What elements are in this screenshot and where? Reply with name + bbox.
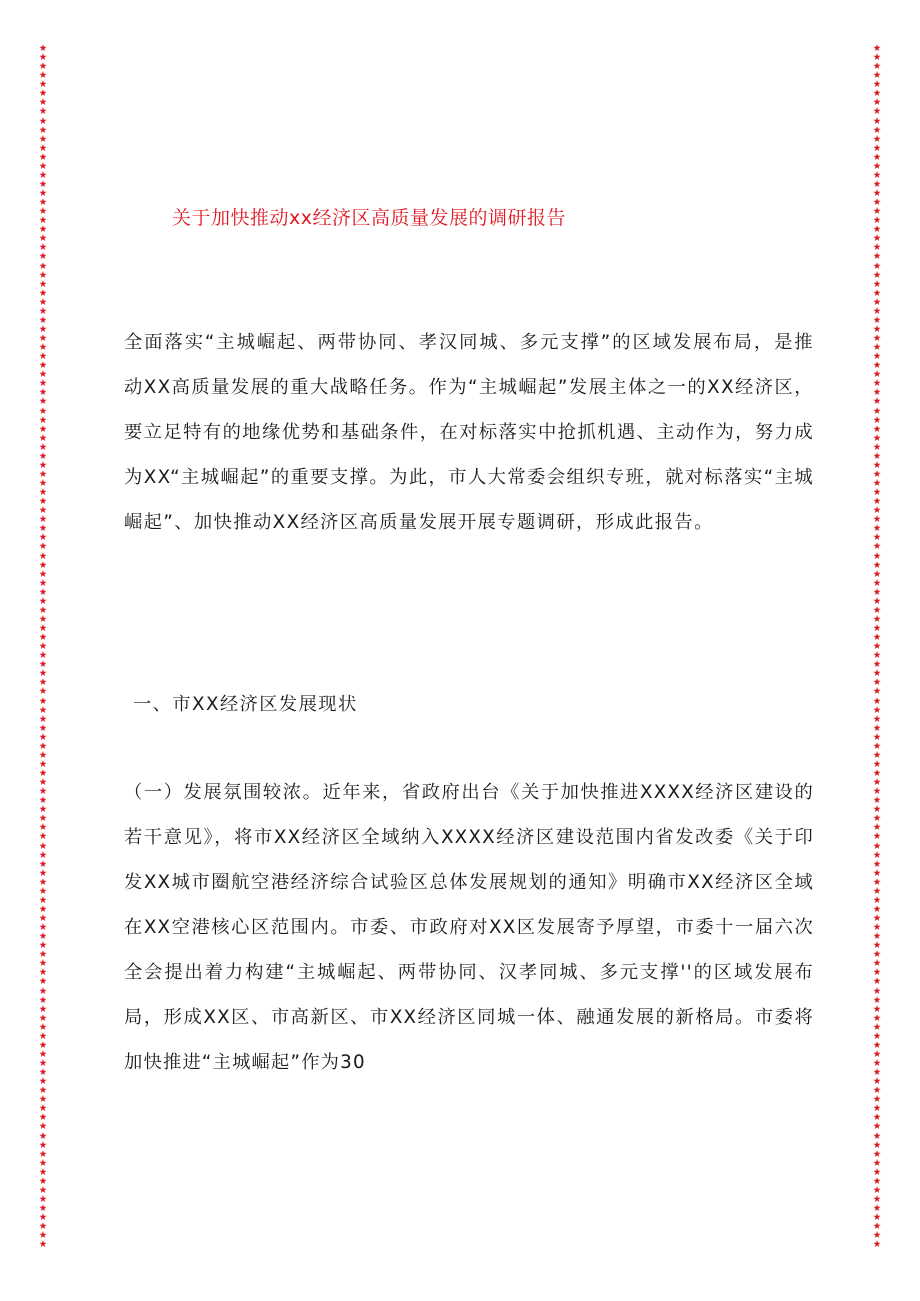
star-icon: ★ [872, 133, 882, 145]
star-icon: ★ [872, 695, 882, 707]
star-icon: ★ [872, 323, 882, 335]
star-icon: ★ [38, 478, 48, 489]
star-icon: ★ [38, 1030, 48, 1042]
star-icon: ★ [872, 1193, 882, 1205]
star-icon: ★ [872, 459, 882, 471]
star-icon: ★ [38, 432, 48, 444]
star-icon: ★ [872, 623, 882, 634]
star-icon: ★ [872, 287, 882, 299]
star-icon: ★ [872, 441, 882, 453]
star-icon: ★ [872, 278, 882, 290]
star-icon: ★ [38, 786, 48, 798]
star-icon: ★ [38, 487, 48, 499]
star-icon: ★ [38, 1157, 48, 1169]
star-icon: ★ [872, 650, 882, 662]
star-icon: ★ [872, 1094, 882, 1106]
star-icon: ★ [872, 260, 882, 272]
star-icon: ★ [872, 849, 882, 861]
star-icon: ★ [38, 885, 48, 897]
star-icon: ★ [872, 233, 882, 245]
star-icon: ★ [872, 487, 882, 499]
star-icon: ★ [38, 414, 48, 426]
star-icon: ★ [872, 124, 882, 136]
star-icon: ★ [872, 641, 882, 653]
section-heading: 一、市XX经济区发展现状 [133, 694, 358, 715]
star-icon: ★ [38, 278, 48, 290]
star-icon: ★ [872, 976, 882, 988]
star-icon: ★ [38, 1085, 48, 1097]
star-icon: ★ [38, 1221, 48, 1233]
star-icon: ★ [872, 586, 882, 598]
star-icon: ★ [38, 450, 48, 462]
star-icon: ★ [872, 1239, 882, 1251]
star-icon: ★ [38, 604, 48, 616]
star-icon: ★ [38, 858, 48, 870]
star-icon: ★ [38, 958, 48, 970]
star-icon: ★ [872, 613, 882, 625]
star-icon: ★ [38, 468, 48, 480]
star-icon: ★ [38, 43, 48, 54]
star-icon: ★ [872, 1048, 882, 1060]
star-icon: ★ [38, 704, 48, 716]
star-icon: ★ [38, 441, 48, 453]
star-icon: ★ [38, 296, 48, 308]
star-icon: ★ [872, 949, 882, 961]
star-icon: ★ [872, 994, 882, 1006]
star-icon: ★ [872, 52, 882, 64]
star-icon: ★ [872, 423, 882, 435]
star-icon: ★ [38, 577, 48, 589]
star-icon: ★ [38, 233, 48, 245]
star-icon: ★ [38, 550, 48, 562]
star-icon: ★ [38, 115, 48, 127]
star-icon: ★ [38, 677, 48, 689]
star-icon: ★ [38, 70, 48, 82]
star-icon: ★ [38, 650, 48, 662]
star-icon: ★ [38, 722, 48, 734]
star-icon: ★ [38, 360, 48, 372]
star-icon: ★ [872, 967, 882, 979]
star-icon: ★ [872, 577, 882, 589]
document-title: 关于加快推动xx经济区高质量发展的调研报告 [172, 207, 566, 229]
star-icon: ★ [872, 405, 882, 417]
star-icon: ★ [872, 505, 882, 517]
star-icon: ★ [38, 133, 48, 145]
star-icon: ★ [38, 568, 48, 580]
star-icon: ★ [38, 949, 48, 961]
star-icon: ★ [872, 351, 882, 363]
star-icon: ★ [872, 876, 882, 888]
star-icon: ★ [38, 423, 48, 435]
star-icon: ★ [38, 206, 48, 218]
star-icon: ★ [38, 813, 48, 825]
star-icon: ★ [38, 804, 48, 816]
star-icon: ★ [872, 514, 882, 526]
star-icon: ★ [872, 97, 882, 109]
star-icon: ★ [38, 1012, 48, 1024]
star-icon: ★ [872, 768, 882, 779]
star-icon: ★ [872, 813, 882, 825]
star-icon: ★ [38, 1193, 48, 1205]
star-icon: ★ [38, 378, 48, 390]
star-icon: ★ [38, 849, 48, 861]
star-icon: ★ [38, 1230, 48, 1242]
star-icon: ★ [872, 305, 882, 317]
star-icon: ★ [872, 1221, 882, 1233]
star-icon: ★ [38, 1212, 48, 1224]
star-icon: ★ [872, 632, 882, 644]
star-icon: ★ [38, 387, 48, 399]
star-icon: ★ [38, 505, 48, 517]
star-icon: ★ [872, 1067, 882, 1079]
star-icon: ★ [872, 333, 882, 344]
star-icon: ★ [38, 768, 48, 779]
star-icon: ★ [38, 641, 48, 653]
star-icon: ★ [872, 1085, 882, 1097]
star-icon: ★ [38, 224, 48, 236]
star-icon: ★ [38, 106, 48, 118]
star-icon: ★ [38, 903, 48, 915]
star-icon: ★ [872, 922, 882, 934]
star-icon: ★ [872, 369, 882, 381]
star-icon: ★ [38, 758, 48, 770]
star-icon: ★ [872, 414, 882, 426]
star-icon: ★ [38, 97, 48, 109]
star-icon: ★ [38, 405, 48, 417]
star-icon: ★ [38, 1003, 48, 1015]
star-icon: ★ [872, 749, 882, 761]
star-icon: ★ [872, 686, 882, 698]
star-icon: ★ [872, 314, 882, 326]
star-icon: ★ [872, 1139, 882, 1151]
star-icon: ★ [872, 1230, 882, 1242]
star-icon: ★ [872, 568, 882, 580]
star-icon: ★ [872, 496, 882, 508]
star-icon: ★ [872, 1076, 882, 1088]
star-icon: ★ [872, 659, 882, 671]
star-icon: ★ [872, 731, 882, 743]
star-icon: ★ [38, 52, 48, 64]
star-icon: ★ [38, 178, 48, 190]
star-icon: ★ [38, 188, 48, 199]
star-icon: ★ [872, 396, 882, 408]
star-icon: ★ [872, 722, 882, 734]
star-icon: ★ [872, 903, 882, 915]
star-icon: ★ [38, 731, 48, 743]
star-icon: ★ [38, 369, 48, 381]
star-icon: ★ [38, 287, 48, 299]
star-icon: ★ [38, 396, 48, 408]
star-icon: ★ [38, 242, 48, 254]
star-icon: ★ [872, 523, 882, 535]
star-icon: ★ [38, 876, 48, 888]
star-icon: ★ [872, 251, 882, 263]
star-icon: ★ [38, 713, 48, 725]
star-icon: ★ [872, 1175, 882, 1187]
star-icon: ★ [872, 822, 882, 834]
star-icon: ★ [872, 894, 882, 906]
star-icon: ★ [38, 514, 48, 526]
star-icon: ★ [872, 931, 882, 943]
star-icon: ★ [38, 931, 48, 943]
star-icon: ★ [872, 224, 882, 236]
star-icon: ★ [872, 713, 882, 725]
star-icon: ★ [38, 1039, 48, 1051]
star-icon: ★ [872, 704, 882, 716]
star-icon: ★ [872, 1212, 882, 1224]
star-icon: ★ [38, 1175, 48, 1187]
star-icon: ★ [872, 360, 882, 372]
star-icon: ★ [38, 867, 48, 879]
star-icon: ★ [38, 632, 48, 644]
star-icon: ★ [872, 795, 882, 807]
star-icon: ★ [872, 206, 882, 218]
star-icon: ★ [38, 913, 48, 924]
star-icon: ★ [38, 215, 48, 227]
star-icon: ★ [38, 831, 48, 843]
star-icon: ★ [872, 115, 882, 127]
star-icon: ★ [38, 623, 48, 634]
star-icon: ★ [38, 777, 48, 789]
star-icon: ★ [872, 532, 882, 544]
star-icon: ★ [38, 1166, 48, 1178]
star-icon: ★ [38, 613, 48, 625]
star-icon: ★ [38, 323, 48, 335]
star-icon: ★ [38, 160, 48, 172]
star-icon: ★ [872, 450, 882, 462]
star-icon: ★ [872, 43, 882, 54]
star-icon: ★ [38, 586, 48, 598]
star-icon: ★ [38, 1148, 48, 1160]
star-icon: ★ [38, 269, 48, 281]
star-icon: ★ [872, 1130, 882, 1142]
star-icon: ★ [872, 342, 882, 354]
star-icon: ★ [872, 70, 882, 82]
star-icon: ★ [38, 985, 48, 997]
star-icon: ★ [38, 695, 48, 707]
star-icon: ★ [38, 740, 48, 752]
star-icon: ★ [872, 740, 882, 752]
star-icon: ★ [872, 831, 882, 843]
star-icon: ★ [38, 967, 48, 979]
star-icon: ★ [38, 1239, 48, 1251]
star-icon: ★ [38, 749, 48, 761]
star-icon: ★ [38, 840, 48, 852]
star-icon: ★ [38, 922, 48, 934]
star-icon: ★ [872, 387, 882, 399]
star-icon: ★ [38, 1112, 48, 1124]
star-icon: ★ [872, 142, 882, 154]
star-icon: ★ [38, 994, 48, 1006]
star-icon: ★ [872, 151, 882, 163]
star-icon: ★ [38, 79, 48, 91]
star-icon: ★ [38, 668, 48, 680]
star-icon: ★ [38, 124, 48, 136]
star-icon: ★ [872, 1039, 882, 1051]
star-icon: ★ [38, 61, 48, 73]
star-icon: ★ [872, 1157, 882, 1169]
star-icon: ★ [872, 1021, 882, 1033]
star-icon: ★ [38, 459, 48, 471]
star-icon: ★ [38, 1121, 48, 1133]
star-icon: ★ [872, 1166, 882, 1178]
star-icon: ★ [872, 758, 882, 770]
star-icon: ★ [872, 88, 882, 100]
star-icon: ★ [38, 795, 48, 807]
star-icon: ★ [872, 1121, 882, 1133]
star-icon: ★ [872, 1203, 882, 1214]
star-icon: ★ [872, 1112, 882, 1124]
star-icon: ★ [38, 1103, 48, 1115]
star-icon: ★ [38, 1076, 48, 1088]
star-icon: ★ [38, 142, 48, 154]
star-icon: ★ [872, 1184, 882, 1196]
star-icon: ★ [38, 976, 48, 988]
star-icon: ★ [38, 251, 48, 263]
star-icon: ★ [38, 523, 48, 535]
star-icon: ★ [38, 1048, 48, 1060]
star-icon: ★ [872, 595, 882, 607]
star-icon: ★ [872, 378, 882, 390]
star-icon: ★ [872, 468, 882, 480]
star-icon: ★ [872, 160, 882, 172]
star-icon: ★ [872, 106, 882, 118]
star-icon: ★ [38, 822, 48, 834]
star-icon: ★ [38, 659, 48, 671]
star-icon: ★ [872, 432, 882, 444]
star-icon: ★ [872, 550, 882, 562]
star-icon: ★ [872, 604, 882, 616]
star-icon: ★ [38, 169, 48, 181]
star-icon: ★ [872, 840, 882, 852]
star-icon: ★ [38, 532, 48, 544]
star-icon: ★ [872, 913, 882, 924]
right-star-border [870, 44, 884, 1249]
star-icon: ★ [872, 197, 882, 209]
star-icon: ★ [872, 559, 882, 571]
star-icon: ★ [872, 786, 882, 798]
left-star-border [36, 44, 50, 1249]
star-icon: ★ [872, 777, 882, 789]
star-icon: ★ [38, 1203, 48, 1214]
star-icon: ★ [38, 686, 48, 698]
star-icon: ★ [38, 496, 48, 508]
star-icon: ★ [38, 1067, 48, 1079]
star-icon: ★ [872, 169, 882, 181]
star-icon: ★ [872, 269, 882, 281]
star-icon: ★ [872, 1058, 882, 1069]
star-icon: ★ [872, 885, 882, 897]
star-icon: ★ [38, 1058, 48, 1069]
star-icon: ★ [38, 197, 48, 209]
star-icon: ★ [872, 242, 882, 254]
star-icon: ★ [872, 541, 882, 553]
intro-paragraph: 全面落实“主城崛起、两带协同、孝汉同城、多元支撑”的区域发展布局，是推动XX高质量发展的重大战略任务。作为“主城崛起”发展主体之一的XX经济区，要立足特有的地缘优势和基础条件，在对标落实中抢抓机遇、主动作为，努力成为XX“主城崛起”的重要支撑。为此，市人大常委会组织专班，就对标落实“主城崛起”、加快推动XX经济区高质量发展开展专题调研，形成此报告。 [124, 332, 814, 533]
star-icon: ★ [38, 305, 48, 317]
star-icon: ★ [872, 1012, 882, 1024]
star-icon: ★ [872, 478, 882, 489]
star-icon: ★ [38, 1130, 48, 1142]
star-icon: ★ [872, 1030, 882, 1042]
star-icon: ★ [38, 559, 48, 571]
star-icon: ★ [872, 1003, 882, 1015]
star-icon: ★ [38, 1094, 48, 1106]
star-icon: ★ [38, 541, 48, 553]
star-icon: ★ [872, 1148, 882, 1160]
star-icon: ★ [38, 333, 48, 344]
star-icon: ★ [38, 1139, 48, 1151]
star-icon: ★ [38, 1184, 48, 1196]
star-icon: ★ [38, 88, 48, 100]
star-icon: ★ [872, 61, 882, 73]
star-icon: ★ [872, 1103, 882, 1115]
star-icon: ★ [38, 351, 48, 363]
star-icon: ★ [872, 668, 882, 680]
star-icon: ★ [38, 1021, 48, 1033]
star-icon: ★ [38, 260, 48, 272]
star-icon: ★ [38, 151, 48, 163]
star-icon: ★ [872, 215, 882, 227]
star-icon: ★ [872, 867, 882, 879]
body-paragraph: （一）发展氛围较浓。近年来，省政府出台《关于加快推进XXXX经济区建设的若干意见》，将市XX经济区全域纳入XXXX经济区建设范围内省发改委《关于印发XX城市圈航空港经济综合试验区总体发展规划的通知》明确市XX经济区全域在XX空港核心区范围内。市委、市政府对XX区发展寄予厚望，市委十一届六次全会提出着力构建“主城崛起、两带协同、汉孝同城、多元支撑''的区域发展布局，形成XX区、市高新区、市XX经济区同城一体、融通发展的新格局。市委将加快推进“主城崛起”作为30 [124, 782, 814, 1073]
star-icon: ★ [872, 296, 882, 308]
star-icon: ★ [38, 595, 48, 607]
star-icon: ★ [872, 677, 882, 689]
star-icon: ★ [872, 804, 882, 816]
star-icon: ★ [872, 985, 882, 997]
star-icon: ★ [872, 79, 882, 91]
star-icon: ★ [38, 894, 48, 906]
star-icon: ★ [38, 940, 48, 952]
star-icon: ★ [872, 178, 882, 190]
star-icon: ★ [872, 940, 882, 952]
star-icon: ★ [872, 188, 882, 199]
star-icon: ★ [38, 342, 48, 354]
star-icon: ★ [38, 314, 48, 326]
star-icon: ★ [872, 858, 882, 870]
star-icon: ★ [872, 958, 882, 970]
